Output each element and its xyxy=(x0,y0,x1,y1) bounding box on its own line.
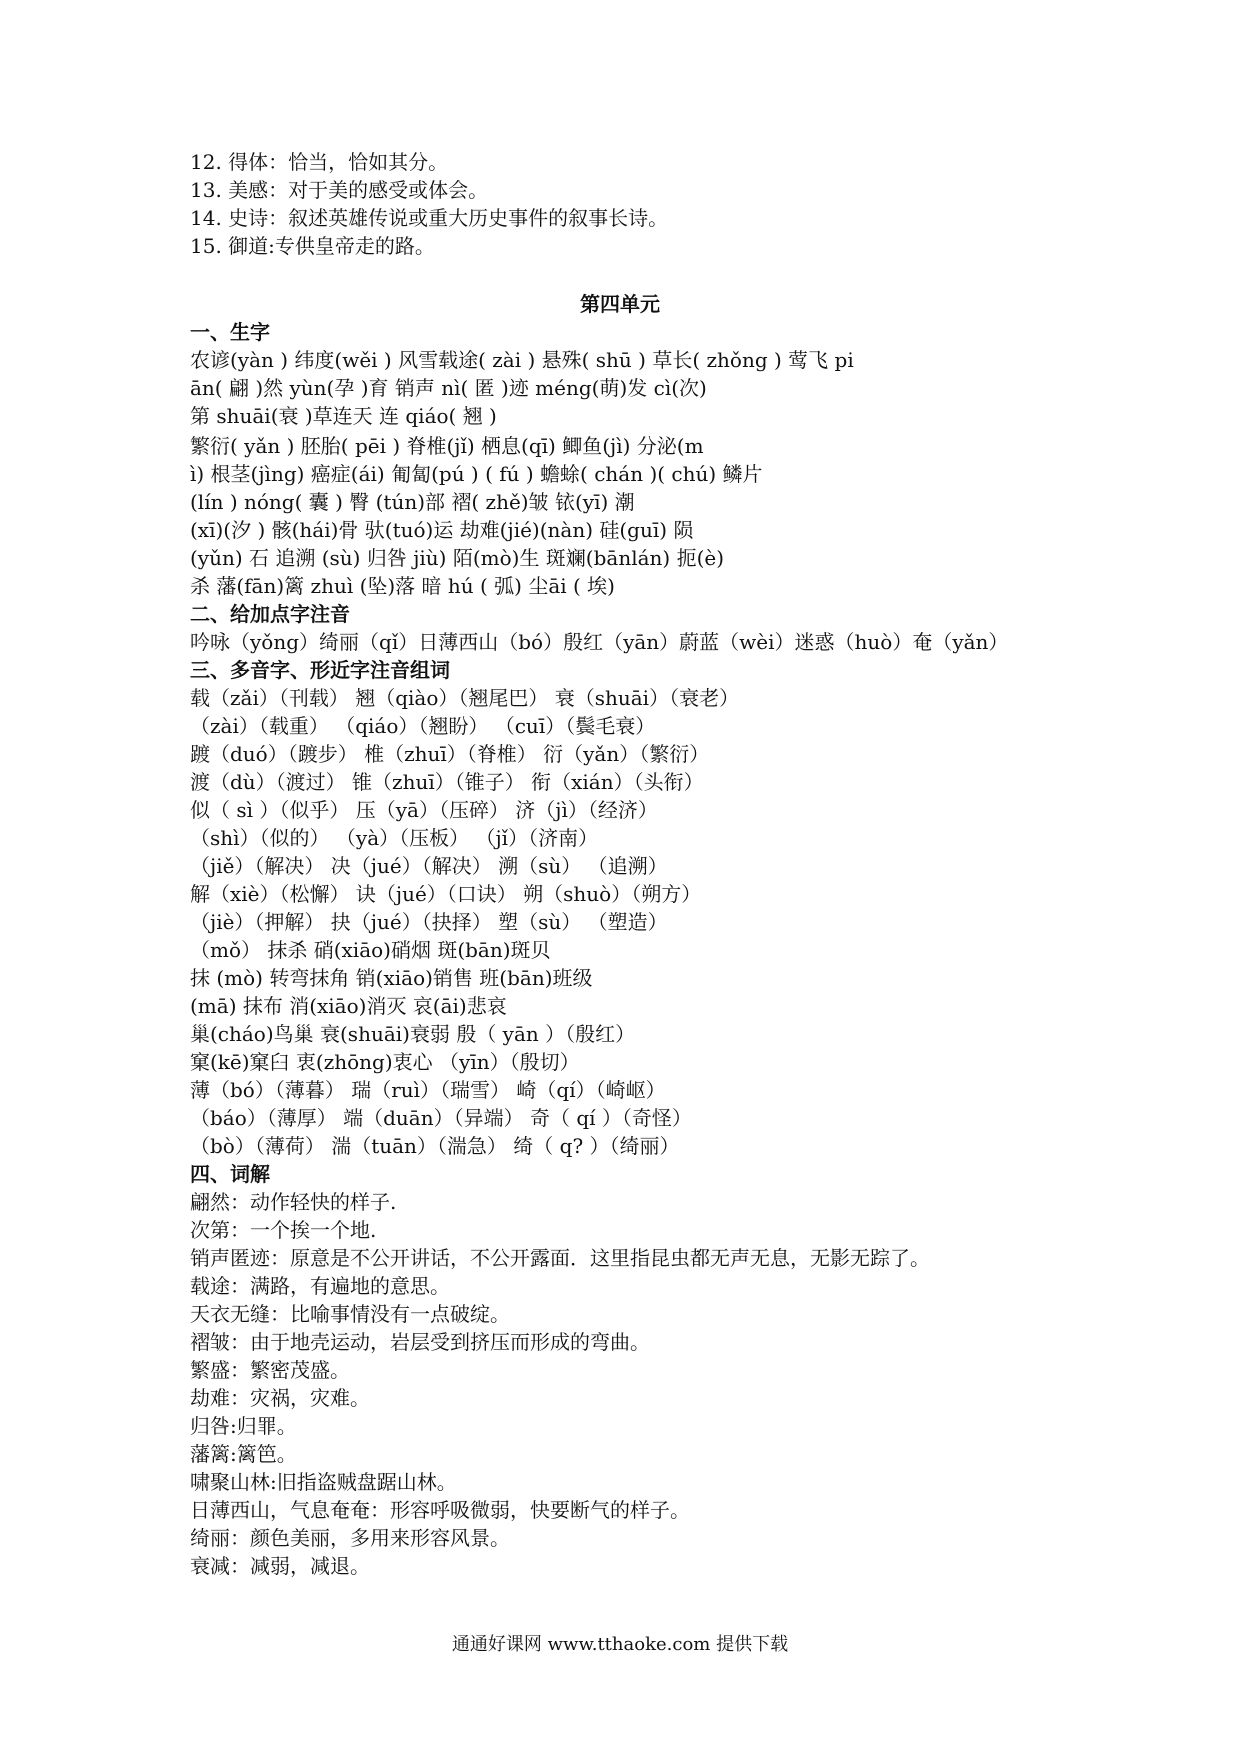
definition-line: 14. 史诗：叙述英雄传说或重大历史事件的叙事长诗。 xyxy=(190,206,669,230)
definition-line: 销声匿迹：原意是不公开讲话，不公开露面．这里指昆虫都无声无息，无影无踪了。 xyxy=(190,1246,930,1270)
definition-line: 12. 得体：恰当，恰如其分。 xyxy=(190,150,449,174)
text-line: (lín ) nóng( 囊 ) 臀 (tún)部 褶( zhě)皱 铱(yī) 潮 xyxy=(190,490,635,514)
text-line: 农谚(yàn ) 纬度(wěi ) 风雪载途( zài ) 悬殊( shū ) 草长( zhǒng ) 莺飞 pi xyxy=(190,348,854,372)
section-heading: 三、多音字、形近字注音组词 xyxy=(190,658,450,682)
text-line: (mā) 抹布 消(xiāo)消灭 哀(āi)悲哀 xyxy=(190,994,507,1018)
definition-line: 日薄西山，气息奄奄：形容呼吸微弱，快要断气的样子。 xyxy=(190,1498,690,1522)
definition-line: 褶皱：由于地壳运动，岩层受到挤压而形成的弯曲。 xyxy=(190,1330,650,1354)
text-line: ì) 根茎(jìng) 癌症(ái) 匍匐(pú ) ( fú ) 蟾蜍( chán )( chú) 鳞片 xyxy=(190,462,763,486)
definition-line: 绮丽：颜色美丽，多用来形容风景。 xyxy=(190,1526,510,1550)
section-heading: 四、词解 xyxy=(190,1162,270,1186)
text-line: 繁衍( yǎn ) 胚胎( pēi ) 脊椎(jǐ) 栖息(qī) 鲫鱼(jì) 分泌(m xyxy=(190,434,704,458)
definition-line: 啸聚山林:旧指盗贼盘踞山林。 xyxy=(190,1470,457,1494)
text-line: （báo）（薄厚） 端（duān）（异端） 奇（ qí ）（奇怪） xyxy=(190,1106,692,1130)
definition-line: 次第：一个挨一个地. xyxy=(190,1218,377,1242)
page-footer: 通通好课网 www.tthaoke.com 提供下载 xyxy=(451,1634,789,1655)
text-line: 抹 (mò) 转弯抹角 销(xiāo)销售 班(bān)班级 xyxy=(190,966,593,990)
text-line: （mǒ） 抹杀 硝(xiāo)硝烟 斑(bān)斑贝 xyxy=(190,938,551,962)
text-line: 吟咏（yǒng）绮丽（qǐ）日薄西山（bó）殷红（yān）蔚蓝（wèi）迷惑（huò）奄（yǎn） xyxy=(190,630,1009,654)
text-line: 载（zǎi）（刊载） 翘（qiào）（翘尾巴） 衰（shuāi）（衰老） xyxy=(190,686,740,710)
text-line: 似（ sì ）（似乎） 压（yā）（压碎） 济（jì）（经济） xyxy=(190,798,658,822)
text-line: 渡（dù）（渡过） 锥（zhuī）（锥子） 衔（xián）（头衔） xyxy=(190,770,704,794)
text-line: （zài）（载重） （qiáo）（翘盼） （cuī）（鬓毛衰） xyxy=(190,714,656,738)
text-line: 窠(kē)窠臼 衷(zhōng)衷心 （yīn）（殷切） xyxy=(190,1050,580,1074)
text-line: 薄（bó）（薄暮） 瑞（ruì）（瑞雪） 崎（qí）（崎岖） xyxy=(190,1078,666,1102)
text-line: ān( 翩 )然 yùn(孕 )育 销声 nì( 匿 )迹 méng(萌)发 cì(次) xyxy=(190,376,707,400)
text-line: （jiè）（押解） 抉（jué）（抉择） 塑（sù） （塑造） xyxy=(190,910,668,934)
definition-line: 翩然：动作轻快的样子. xyxy=(190,1190,397,1214)
section-heading: 二、给加点字注音 xyxy=(190,602,350,626)
text-line: 第 shuāi(衰 )草连天 连 qiáo( 翘 ) xyxy=(190,404,497,428)
definition-line: 载途：满路，有遍地的意思。 xyxy=(190,1274,450,1298)
definition-line: 15. 御道:专供皇帝走的路。 xyxy=(190,234,435,258)
text-line: 杀 藩(fān)篱 zhuì (坠)落 暗 hú ( 弧) 尘āi ( 埃) xyxy=(190,574,615,598)
definition-line: 13. 美感：对于美的感受或体会。 xyxy=(190,178,489,202)
definition-line: 劫难：灾祸，灾难。 xyxy=(190,1386,370,1410)
text-line: （shì）（似的） （yà）（压板） （jǐ）（济南） xyxy=(190,826,599,850)
definition-line: 天衣无缝：比喻事情没有一点破绽。 xyxy=(190,1302,510,1326)
text-line: 巢(cháo)鸟巢 衰(shuāi)衰弱 殷（ yān ）（殷红） xyxy=(190,1022,636,1046)
definition-line: 衰减：减弱，减退。 xyxy=(190,1554,370,1578)
text-line: 解（xiè）（松懈） 诀（jué）（口诀） 朔（shuò）（朔方） xyxy=(190,882,702,906)
text-line: （jiě）（解决） 决（jué）（解决） 溯（sù） （追溯） xyxy=(190,854,668,878)
definition-line: 归咎:归罪。 xyxy=(190,1414,297,1438)
definition-line: 藩篱:篱笆。 xyxy=(190,1442,297,1466)
text-line: (yǔn) 石 追溯 (sù) 归咎 jiù) 陌(mò)生 斑斓(bānlán) 扼(è) xyxy=(190,546,725,570)
text-line: （bò）（薄荷） 湍（tuān）（湍急） 绮（ q? ）（绮丽） xyxy=(190,1134,680,1158)
definition-line: 繁盛：繁密茂盛。 xyxy=(190,1358,350,1382)
section-heading: 一、生字 xyxy=(190,320,270,344)
unit-title: 第四单元 xyxy=(580,292,660,316)
text-line: 踱（duó）（踱步） 椎（zhuī）（脊椎） 衍（yǎn）（繁衍） xyxy=(190,742,710,766)
text-line: (xī)(汐 ) 骸(hái)骨 驮(tuó)运 劫难(jié)(nàn) 硅(guī) 陨 xyxy=(190,518,694,542)
